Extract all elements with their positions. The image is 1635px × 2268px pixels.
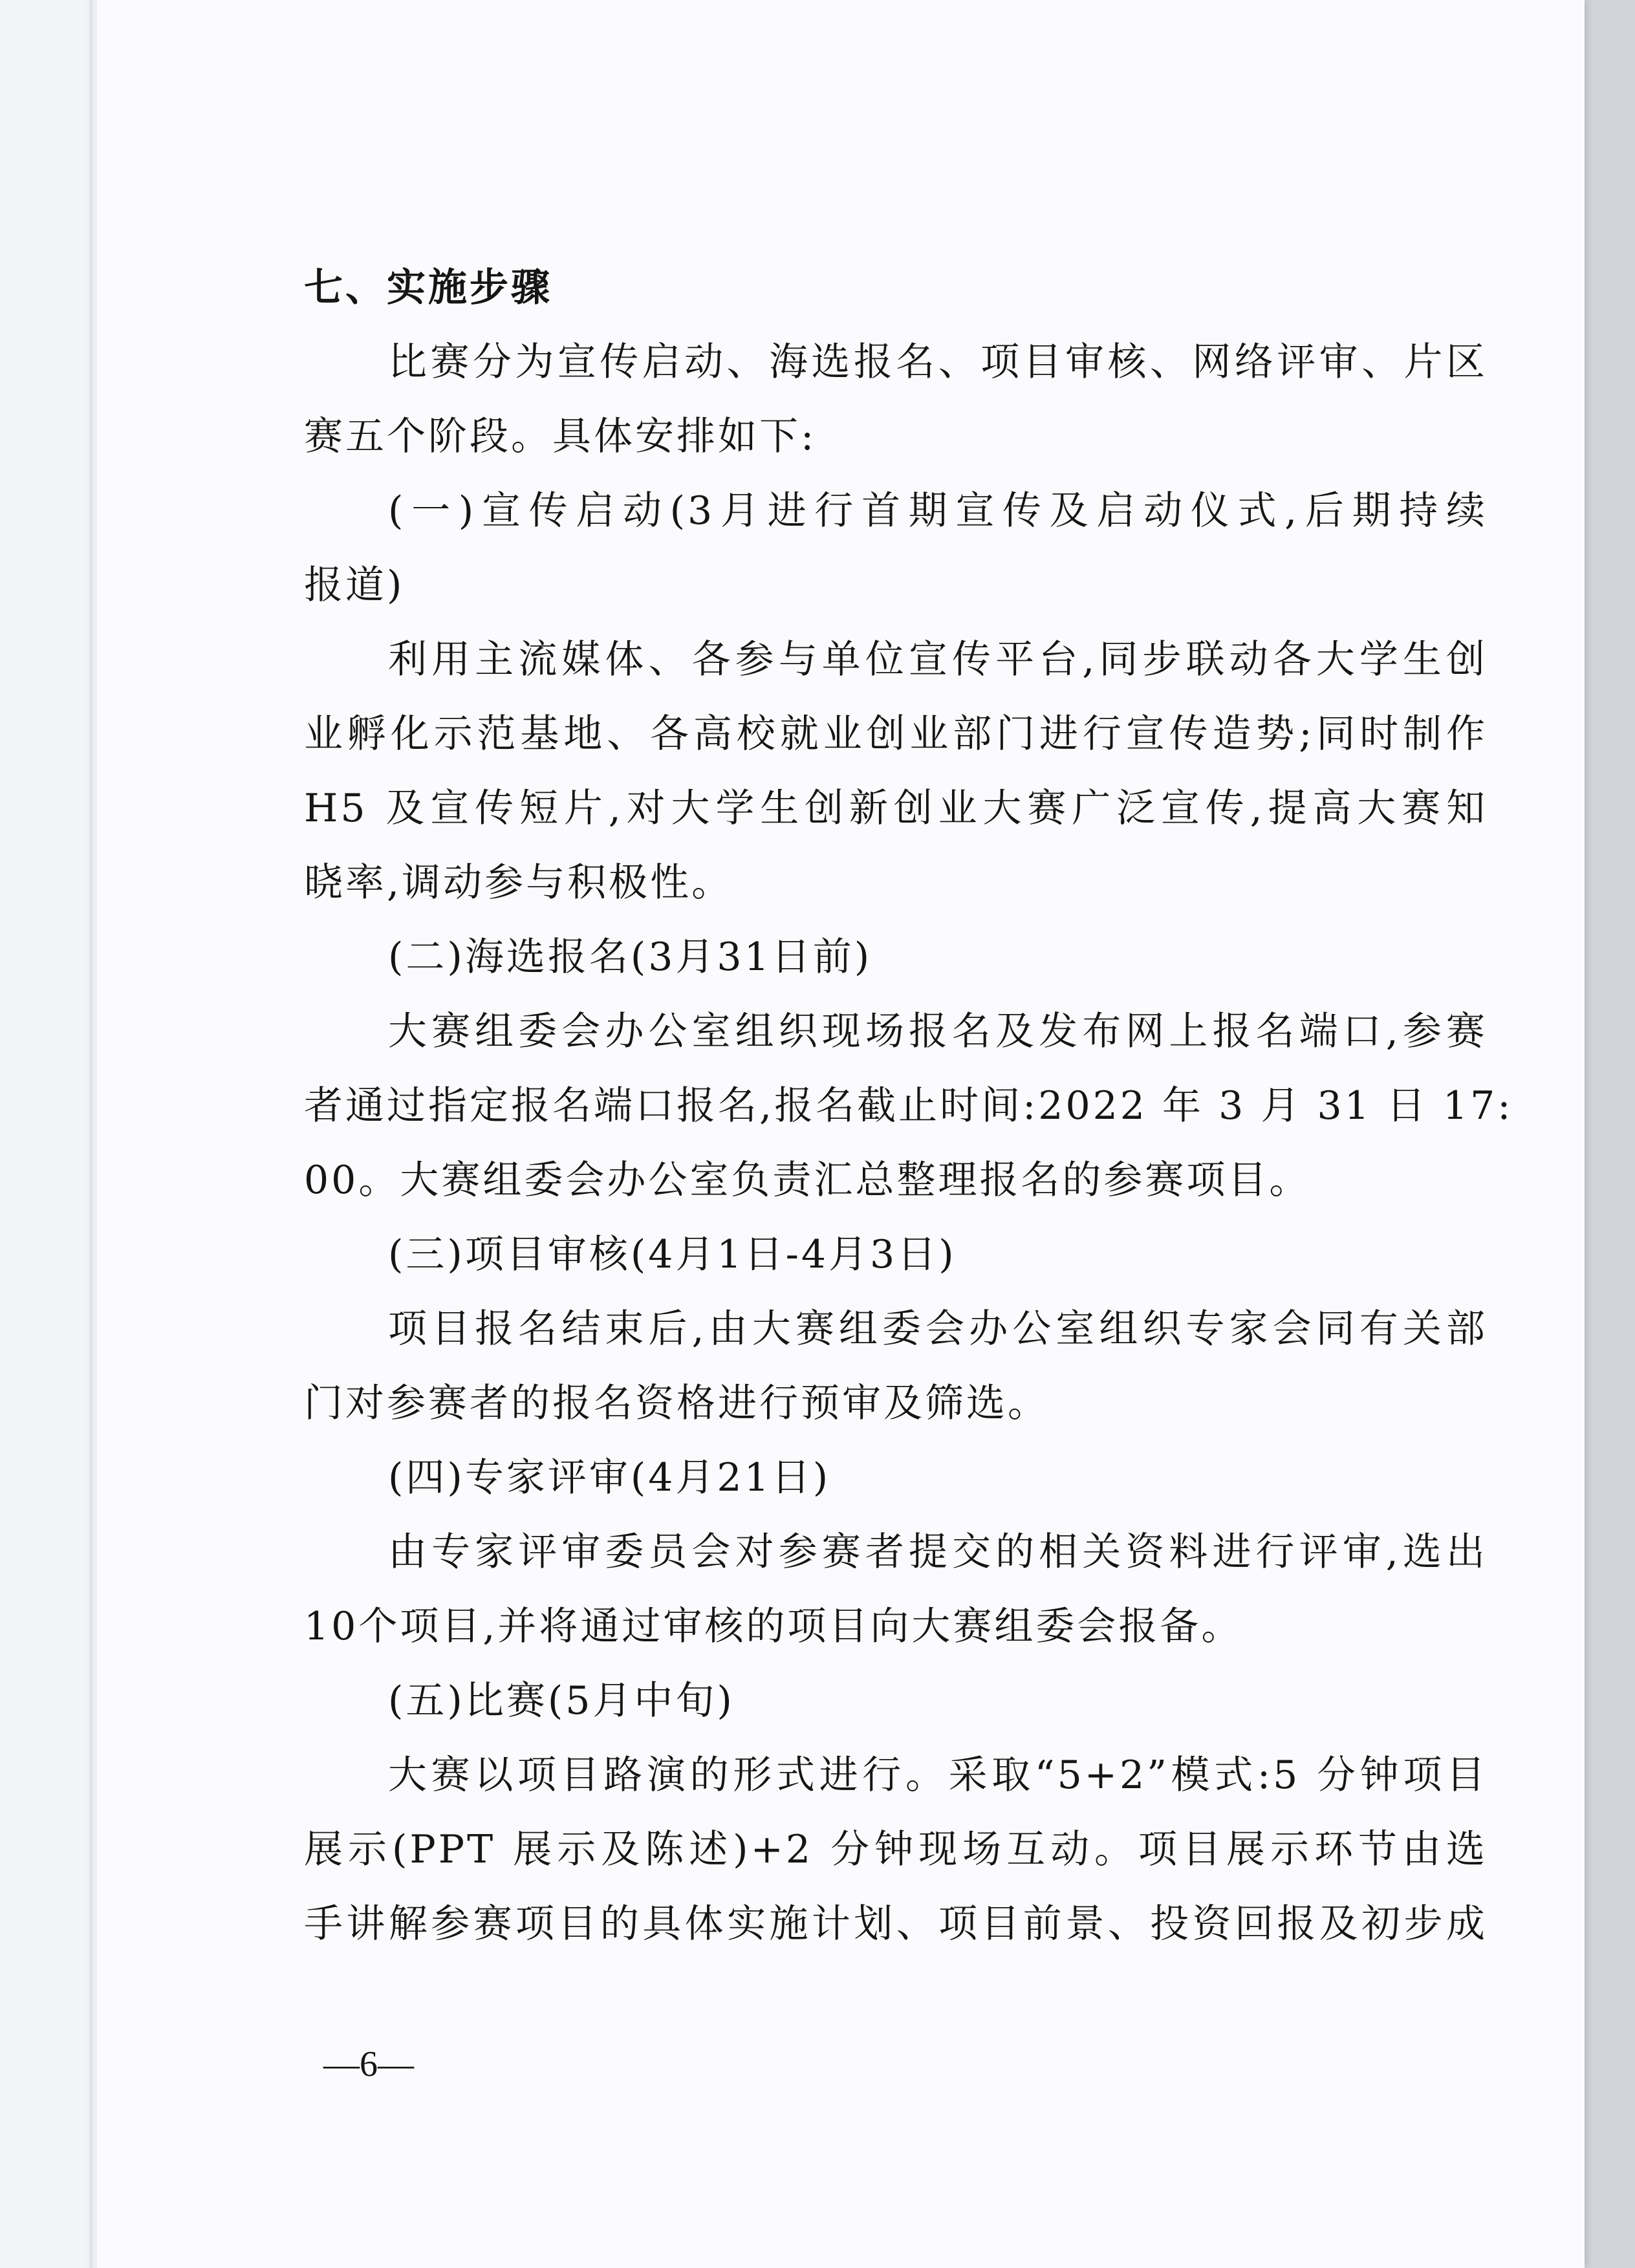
stage1-heading-line-2: 报道) — [304, 563, 405, 608]
page-stack-left-edge — [0, 0, 97, 2268]
stage5-body-line-2: 展示(PPT 展示及陈述)+2 分钟现场互动。项目展示环节由选 — [304, 1827, 1488, 1872]
stage1-heading-line-1: (一)宣传启动(3月进行首期宣传及启动仪式,后期持续 — [388, 488, 1488, 534]
stage2-body-line-3: 00。大赛组委会办公室负责汇总整理报名的参赛项目。 — [304, 1158, 1311, 1203]
stage4-heading: (四)专家评审(4月21日) — [388, 1455, 831, 1500]
stage2-heading: (二)海选报名(3月31日前) — [388, 934, 872, 980]
stage1-body-line-1: 利用主流媒体、各参与单位宣传平台,同步联动各大学生创 — [388, 637, 1488, 682]
stage5-body-line-3: 手讲解参赛项目的具体实施计划、项目前景、投资回报及初步成 — [304, 1901, 1488, 1947]
stage5-body-line-1: 大赛以项目路演的形式进行。采取“5+2”模式:5 分钟项目 — [388, 1753, 1488, 1798]
intro-line-1: 比赛分为宣传启动、海选报名、项目审核、网络评审、片区 — [388, 340, 1488, 385]
stage1-body-line-2: 业孵化示范基地、各高校就业创业部门进行宣传造势;同时制作 — [304, 711, 1488, 757]
stage4-body-line-1: 由专家评审委员会对参赛者提交的相关资料进行评审,选出 — [388, 1529, 1488, 1575]
stage2-body-line-1: 大赛组委会办公室组织现场报名及发布网上报名端口,参赛 — [388, 1009, 1488, 1054]
intro-line-2: 赛五个阶段。具体安排如下: — [304, 414, 817, 459]
page-number: —6— — [323, 2044, 414, 2084]
scanner-background — [1585, 0, 1635, 2268]
stage1-body-line-3: H5 及宣传短片,对大学生创新创业大赛广泛宣传,提高大赛知 — [304, 786, 1488, 831]
stage3-body-line-1: 项目报名结束后,由大赛组委会办公室组织专家会同有关部 — [388, 1306, 1488, 1352]
stage3-body-line-2: 门对参赛者的报名资格进行预审及筛选。 — [304, 1381, 1049, 1426]
stage1-body-line-4: 晓率,调动参与积极性。 — [304, 860, 733, 905]
stage3-heading: (三)项目审核(4月1日-4月3日) — [388, 1232, 957, 1277]
stage4-body-line-2: 10个项目,并将通过审核的项目向大赛组委会报备。 — [304, 1604, 1243, 1649]
stage2-body-line-2: 者通过指定报名端口报名,报名截止时间:2022 年 3 月 31 日 17: — [304, 1083, 1513, 1129]
section-title: 七、实施步骤 — [304, 265, 552, 310]
stage5-heading: (五)比赛(5月中旬) — [388, 1678, 735, 1723]
